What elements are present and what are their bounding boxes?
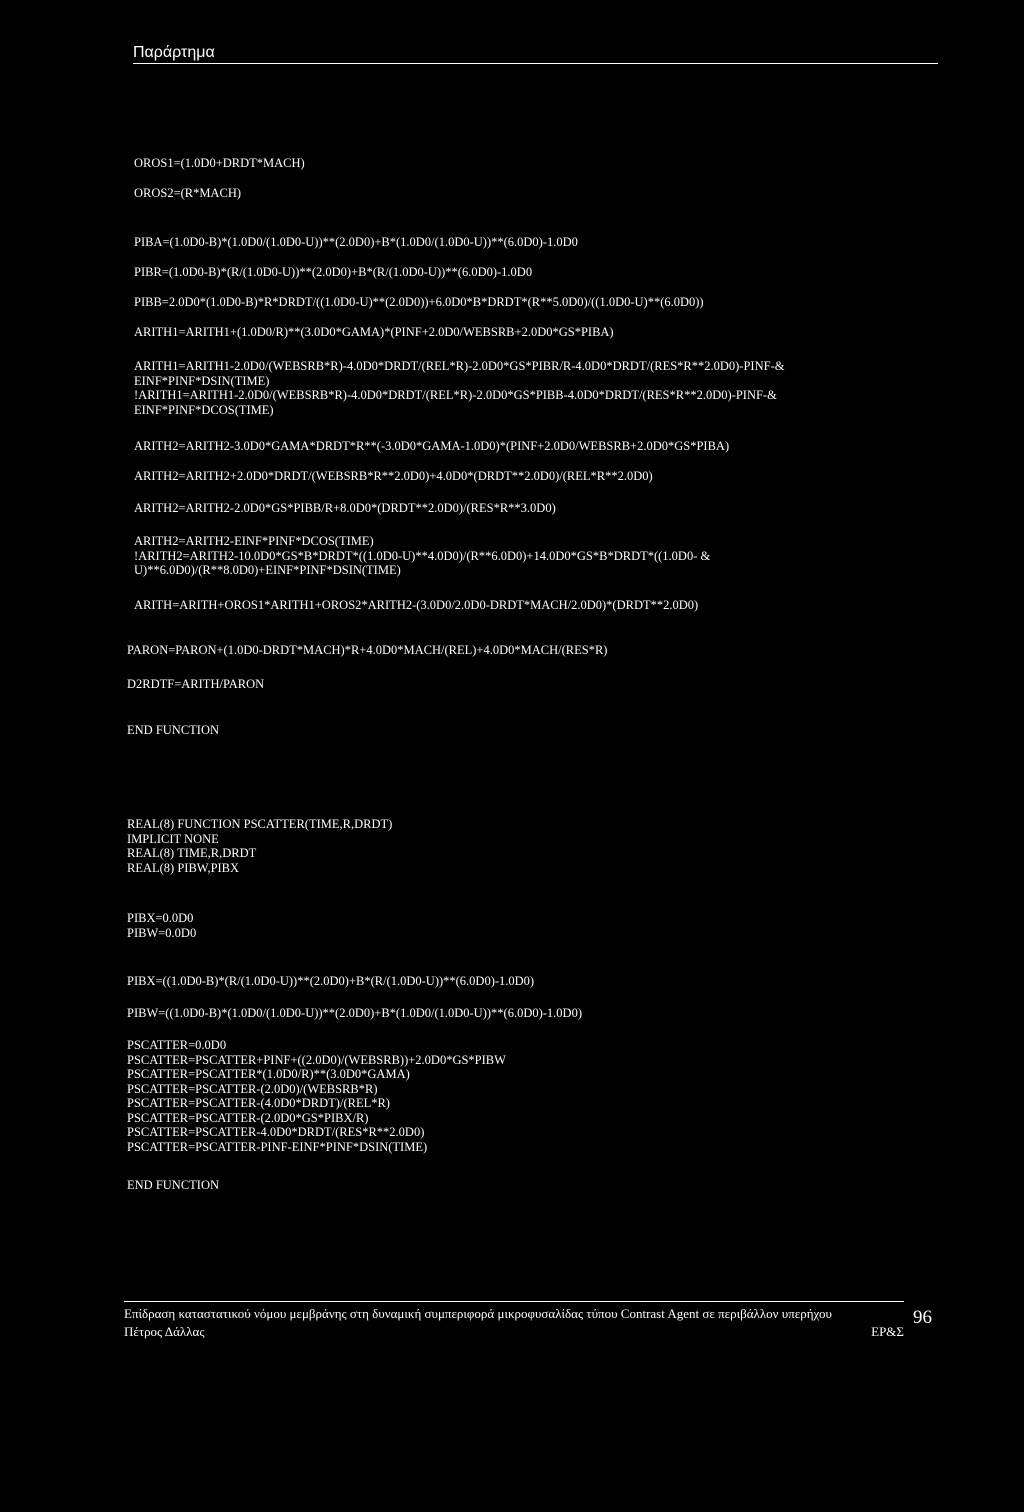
code-line: PIBW=((1.0D0-B)*(1.0D0/(1.0D0-U))**(2.0D0)+B*(1.0D0/(1.0D0-U))**(6.0D0)-1.0D0) [127,1006,582,1020]
footer-author: Πέτρος Δάλλας [124,1324,205,1339]
footer-department: ΕΡ&Σ [871,1324,904,1339]
code-line: END FUNCTION [127,1178,220,1192]
code-line: PIBX=0.0D0 [127,911,194,925]
page-footer [124,1301,904,1341]
code-line: D2RDTF=ARITH/PARON [127,677,265,691]
code-line: REAL(8) PIBW,PIBX [127,860,240,875]
code-line: PIBW=0.0D0 [127,925,197,940]
code-line: PSCATTER=PSCATTER-(2.0D0*GS*PIBX/R) [127,1110,369,1125]
code-line: OROS1=(1.0D0+DRDT*MACH) [134,156,305,170]
code-line: U)**6.0D0)/(R**8.0D0)+EINF*PINF*DSIN(TIME) [134,563,401,577]
code-line: IMPLICIT NONE [127,831,219,846]
code-line: PSCATTER=0.0D0 [127,1038,227,1052]
code-line: ARITH=ARITH+OROS1*ARITH1+OROS2*ARITH2-(3.0D0/2.0D0-DRDT*MACH/2.0D0)*(DRDT**2.0D0) [134,598,699,612]
code-line: PSCATTER=PSCATTER-4.0D0*DRDT/(RES*R**2.0D0) [127,1125,425,1139]
code-line: ARITH1=ARITH1-2.0D0/(WEBSRB*R)-4.0D0*DRDT/(REL*R)-2.0D0*GS*PIBR/R-4.0D0*DRDT/(RES*R**2.0D0)-PINF-& [134,359,785,373]
code-line: PIBA=(1.0D0-B)*(1.0D0/(1.0D0-U))**(2.0D0)+B*(1.0D0/(1.0D0-U))**(6.0D0)-1.0D0 [134,235,578,249]
code-line: EINF*PINF*DCOS(TIME) [134,402,274,417]
header-title: Παράρτημα [133,44,215,61]
code-line: ARITH2=ARITH2+2.0D0*DRDT/(WEBSRB*R**2.0D0)+4.0D0*(DRDT**2.0D0)/(REL*R**2.0D0) [134,469,653,483]
code-line: !ARITH2=ARITH2-10.0D0*GS*B*DRDT*((1.0D0-U)**4.0D0)/(R**6.0D0)+14.0D0*GS*B*DRDT*((1.0D0- & [134,548,711,563]
code-line: PIBB=2.0D0*(1.0D0-B)*R*DRDT/((1.0D0-U)**(2.0D0))+6.0D0*B*DRDT*(R**5.0D0)/((1.0D0-U)**(6.0D0)) [134,295,704,309]
code-line: PSCATTER=PSCATTER-PINF-EINF*PINF*DSIN(TIME) [127,1139,428,1154]
code-line: REAL(8) FUNCTION PSCATTER(TIME,R,DRDT) [127,817,393,831]
footer-thesis-title: Επίδραση καταστατικού νόμου μεμβράνης στη δυναμική συμπεριφορά μικροφυσαλίδας τύπου Contrast Agent σε περιβάλλον υπερήχου [124,1306,832,1321]
code-line: PSCATTER=PSCATTER-(2.0D0)/(WEBSRB*R) [127,1081,378,1096]
code-line: ARITH2=ARITH2-EINF*PINF*DCOS(TIME) [134,534,374,548]
code-line: PIBX=((1.0D0-B)*(R/(1.0D0-U))**(2.0D0)+B*(R/(1.0D0-U))**(6.0D0)-1.0D0) [127,974,535,988]
code-line: OROS2=(R*MACH) [134,186,242,200]
code-line: REAL(8) TIME,R,DRDT [127,846,257,860]
code-line: !ARITH1=ARITH1-2.0D0/(WEBSRB*R)-4.0D0*DRDT/(REL*R)-2.0D0*GS*PIBB-4.0D0*DRDT/(RES*R**2.0D0)-PINF-& [134,388,777,402]
code-line: END FUNCTION [127,723,220,737]
code-line: PSCATTER=PSCATTER+PINF+((2.0D0)/(WEBSRB))+2.0D0*GS*PIBW [127,1052,506,1067]
code-line: PSCATTER=PSCATTER*(1.0D0/R)**(3.0D0*GAMA) [127,1067,410,1081]
code-line: ARITH2=ARITH2-3.0D0*GAMA*DRDT*R**(-3.0D0*GAMA-1.0D0)*(PINF+2.0D0/WEBSRB+2.0D0*GS*PIBA) [134,439,730,453]
code-line: EINF*PINF*DSIN(TIME) [134,373,270,388]
code-line: ARITH2=ARITH2-2.0D0*GS*PIBB/R+8.0D0*(DRDT**2.0D0)/(RES*R**3.0D0) [134,501,556,515]
page-header [133,44,938,64]
code-line: PIBR=(1.0D0-B)*(R/(1.0D0-U))**(2.0D0)+B*(R/(1.0D0-U))**(6.0D0)-1.0D0 [134,265,533,279]
page-number: 96 [913,1307,932,1328]
code-line: PARON=PARON+(1.0D0-DRDT*MACH)*R+4.0D0*MACH/(REL)+4.0D0*MACH/(RES*R) [127,643,608,657]
code-line: PSCATTER=PSCATTER-(4.0D0*DRDT)/(REL*R) [127,1096,390,1110]
code-line: ARITH1=ARITH1+(1.0D0/R)**(3.0D0*GAMA)*(PINF+2.0D0/WEBSRB+2.0D0*GS*PIBA) [134,325,614,339]
